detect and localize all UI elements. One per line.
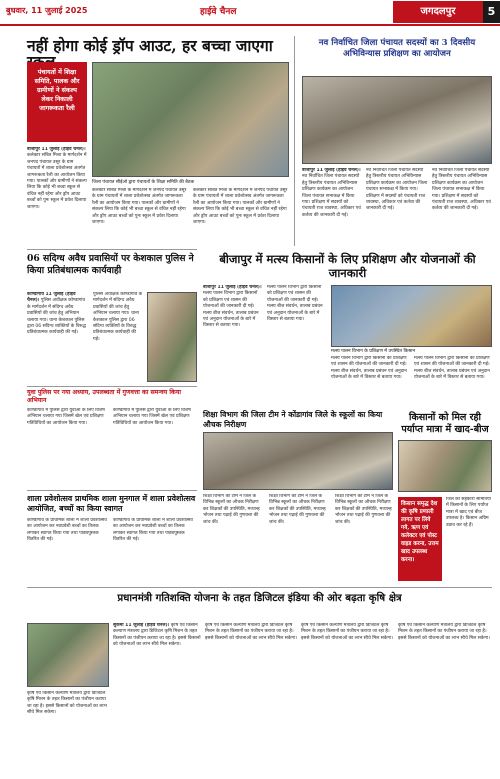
story3-body-col2: पुलिस अधीक्षक कोण्डागांव के मार्गदर्शन में संदिग्ध अवैध प्रवासियों की जांच हेतु अभियान चलाया गया। थाना केशकाल पुलिस द्वारा 06 संदिग्ध व्यक्तियों के विरुद्ध प्रतिबंधात्मक कार्यवाही की गई।: [93, 292, 143, 342]
story6-body-col3: शिक्षा विभाग की टीम ने जिले के विभिन्न स्कूलों का औचक निरीक्षण कर शिक्षकों की उपस्थिति, मध्यान्ह भोजन तथा पढ़ाई की गुणवत्ता की जांच की।: [335, 494, 392, 525]
section-rule: [27, 386, 197, 387]
story1-body-col2: कलेक्टर संबित मिश्रा के मार्गदर्शन में जनपद पंचायत उसूर के ग्राम पंचायतों में शाला प्रवेशोत्सव अंतर्गत जागरूकता रैली का आयोजन किया गया। पालकों और ग्रामीणों ने संकल्प लिया कि कोई भी बच्चा स्कूल से वंचित नहीं रहेगा और ड्रॉप आउट बच्चों को पुनः स्कूल में प्रवेश दिलाया जाएगा।: [92, 188, 187, 226]
section-rule: [27, 249, 197, 250]
story8-body-col1: कोण्डागांव के प्राथमिक शाला में शाला प्रवेशोत्सव का आयोजन कर नवप्रवेशी बच्चों का तिलक लगाकर स्वागत किया गया तथा पाठ्यपुस्तक वितरित की गई।: [27, 518, 107, 543]
story4-body-col3: मत्स्य पालन विभाग द्वारा किसानों को प्रशिक्षण एवं शासन की योजनाओं की जानकारी दी गई। मत्स्य बीज संवर्धन, तालाब प्रबंधन एवं अनुदान योजनाओं के बारे में विस्तार से बताया गया।: [331, 356, 407, 381]
story4-headline: बीजापुर में मत्स्य किसानों के लिए प्रशिक्षण और योजनाओं की जानकारी: [219, 252, 476, 280]
newspaper-name: हाईवे चैनल: [200, 7, 237, 17]
story9-body-col4: कृषि एवं किसान कल्याण मंत्रालय द्वारा डिजिटल कृषि मिशन के तहत किसानों का पंजीयन कराया जा रहा है। इससे किसानों को योजनाओं का लाभ सीधे मिल सकेगा।: [301, 623, 393, 641]
story9-headline: प्रधानमंत्री गतिशक्ति योजना के तहत डिजिटल इंडिया की ओर बढ़ता कृषि क्षेत्र: [117, 592, 402, 604]
story9-body-col3: कृषि एवं किसान कल्याण मंत्रालय द्वारा डिजिटल कृषि मिशन के तहत किसानों का पंजीयन कराया जा रहा है। इससे किसानों को योजनाओं का लाभ सीधे मिल सकेगा।: [205, 623, 297, 641]
story7-highlight-box: किसान समृद्ध देश की कृषि प्रणाली लागत पर लिये गये, ऋण एवं कलेक्टर एवं पोस्ट वाइड करना, उत्तम खाद उपलब्ध करना।: [398, 497, 442, 581]
page-number: 5: [483, 1, 500, 23]
story9-photo: [27, 623, 109, 687]
story2-photo: [302, 76, 492, 164]
story4-body: मत्स्य पालन विभाग द्वारा किसानों को प्रशिक्षण एवं शासन की योजनाओं की जानकारी दी गई। मत्स्य बीज संवर्धन, तालाब प्रबंधन एवं अनुदान योजनाओं के बारे में विस्तार से बताया गया।: [203, 291, 259, 329]
story6-headline: शिक्षा विभाग की जिला टीम ने कोंडागांव जिले के स्कूलों का किया औचक निरीक्षण: [203, 410, 383, 429]
section-rule: [27, 587, 492, 588]
story9-body-col1: कृषि एवं किसान कल्याण मंत्रालय द्वारा डिजिटल कृषि मिशन के तहत किसानों का पंजीयन कराया जा रहा है। इससे किसानों को योजनाओं का लाभ सीधे मिल सकेगा।: [27, 691, 107, 716]
story4-photo: [331, 285, 492, 347]
story3-body: पुलिस अधीक्षक कोण्डागांव के मार्गदर्शन में संदिग्ध अवैध प्रवासियों की जांच हेतु अभियान चलाया गया। थाना केशकाल पुलिस द्वारा 06 संदिग्ध व्यक्तियों के विरुद्ध प्रतिबंधात्मक कार्यवाही की गई।: [27, 298, 86, 336]
story5-headline: युवा पुलिस पर नया अध्याय, उपलब्धता में गुणवत्ता का समन्वय किया अभियान: [27, 389, 181, 404]
story4-dateline: बीजापुर 11 जुलाई (हाईवे चैनल)।: [203, 285, 262, 290]
story2-body: नव निर्वाचित जिला पंचायत सदस्यों हेतु त्रिस्तरीय पंचायत अभिविन्यास प्रशिक्षण कार्यक्रम का आयोजन जिला पंचायत सभाकक्ष में किया गया। प्रशिक्षण में सदस्यों को पंचायती राज व्यवस्था, अधिकार एवं कर्तव्य की जानकारी दी गई।: [302, 174, 361, 218]
story9-body-col5: कृषि एवं किसान कल्याण मंत्रालय द्वारा डिजिटल कृषि मिशन के तहत किसानों का पंजीयन कराया जा रहा है। इससे किसानों को योजनाओं का लाभ सीधे मिल सकेगा।: [398, 623, 490, 641]
story3-body-col1: [27, 292, 89, 382]
story3-headline: 06 सदिग्ध अवैध प्रवासियों पर केशकाल पुलिस ने किया प्रतिबंधात्मक कार्यवाही: [27, 253, 194, 276]
story3-photo: [147, 292, 197, 382]
story6-body-col2: शिक्षा विभाग की टीम ने जिले के विभिन्न स्कूलों का औचक निरीक्षण कर शिक्षकों की उपस्थिति, मध्यान्ह भोजन तथा पढ़ाई की गुणवत्ता की जांच की।: [269, 494, 326, 525]
story2-body-col2: नव निर्वाचित जिला पंचायत सदस्यों हेतु त्रिस्तरीय पंचायत अभिविन्यास प्रशिक्षण कार्यक्रम का आयोजन जिला पंचायत सभाकक्ष में किया गया। प्रशिक्षण में सदस्यों को पंचायती राज व्यवस्था, अधिकार एवं कर्तव्य की जानकारी दी गई।: [366, 168, 428, 212]
story2-body-col1: [302, 168, 362, 246]
story1-body-col1: [27, 147, 87, 247]
story7-headline: किसानों को मिल रही पर्याप्त मात्रा में खाद-बीज: [401, 412, 489, 435]
story2-headline: नव निर्वाचित जिला पंचायत सदस्यों का 3 दिवसीय अभिविन्यास प्रशिक्षण का आयोजन: [318, 38, 476, 59]
story9-body: कृषि एवं किसान कल्याण मंत्रालय द्वारा डिजिटल कृषि मिशन के तहत किसानों का पंजीयन कराया जा रहा है। इससे किसानों को योजनाओं का लाभ सीधे मिल सकेगा।: [113, 623, 201, 648]
story1-dateline: बीजापुर 11 जुलाई (हाईवे चैनल)।: [27, 147, 86, 152]
story1-body-col3: कलेक्टर संबित मिश्रा के मार्गदर्शन में जनपद पंचायत उसूर के ग्राम पंचायतों में शाला प्रवेशोत्सव अंतर्गत जागरूकता रैली का आयोजन किया गया। पालकों और ग्रामीणों ने संकल्प लिया कि कोई भी बच्चा स्कूल से वंचित नहीं रहेगा और ड्रॉप आउट बच्चों को पुनः स्कूल में प्रवेश दिलाया जाएगा।: [193, 188, 288, 226]
story2-body-col3: नव निर्वाचित जिला पंचायत सदस्यों हेतु त्रिस्तरीय पंचायत अभिविन्यास प्रशिक्षण कार्यक्रम का आयोजन जिला पंचायत सभाकक्ष में किया गया। प्रशिक्षण में सदस्यों को पंचायती राज व्यवस्था, अधिकार एवं कर्तव्य की जानकारी दी गई।: [432, 168, 491, 212]
story8-headline: शाला प्रवेशोत्सव प्राथमिक शाला मुनगाल में शाला प्रवेशोत्सव आयोजित, बच्चों का किया स्वागत: [27, 494, 196, 513]
story6-photo: [203, 432, 393, 490]
story7-body-col1: जिले की सहकारी समितियों में किसानों के लिए पर्याप्त मात्रा में खाद एवं बीज उपलब्ध है। किसान अग्रिम उठाव कर रहे हैं।: [446, 497, 491, 528]
story2-dateline: बीजापुर 11 जुलाई (हाईवे चैनल)।: [302, 168, 361, 173]
story5-body-col2: कोण्डागांव में पुलिस द्वारा युवाओं के लिए विशेष अभियान चलाया गया जिसमें खेल एवं प्रशिक्षण गतिविधियों का आयोजन किया गया।: [113, 408, 191, 426]
story4-body-col2: मत्स्य पालन विभाग द्वारा किसानों को प्रशिक्षण एवं शासन की योजनाओं की जानकारी दी गई। मत्स्य बीज संवर्धन, तालाब प्रबंधन एवं अनुदान योजनाओं के बारे में विस्तार से बताया गया।: [267, 285, 323, 323]
story1-headline: नहीं होगा कोई ड्रॉप आउट, हर बच्चा जाएगा: [27, 36, 273, 55]
story1-body: कलेक्टर संबित मिश्रा के मार्गदर्शन में जनपद पंचायत उसूर के ग्राम पंचायतों में शाला प्रवेशोत्सव अंतर्गत जागरूकता रैली का आयोजन किया गया। पालकों और ग्रामीणों ने संकल्प लिया कि कोई भी बच्चा स्कूल से वंचित नहीं रहेगा और ड्रॉप आउट बच्चों को पुनः स्कूल में प्रवेश दिलाया जाएगा।: [27, 153, 87, 210]
story9-dateline: सुकमा 11 जुलाई (हाईवे चैनल)।: [113, 623, 170, 628]
story1-kicker: पंचायतों में शिक्षा समिति, पालक और ग्रामीणों ने संकल्प लेकर निकाली जागरूकता रैली: [27, 62, 87, 142]
story1-photo: [92, 62, 289, 177]
story5-body-col1: कोण्डागांव में पुलिस द्वारा युवाओं के लिए विशेष अभियान चलाया गया जिसमें खेल एवं प्रशिक्षण गतिविधियों का आयोजन किया गया।: [27, 408, 105, 426]
story9-body-col2: [113, 623, 201, 777]
column-divider: [294, 36, 295, 246]
story4-photo-caption: मत्स्य पालन विभाग के प्रशिक्षण में उपस्थित किसान: [331, 349, 416, 354]
story4-body-col1: [203, 285, 263, 385]
issue-date: बुधवार, 11 जुलाई 2025: [6, 6, 88, 15]
story4-body-col4: मत्स्य पालन विभाग द्वारा किसानों को प्रशिक्षण एवं शासन की योजनाओं की जानकारी दी गई। मत्स्य बीज संवर्धन, तालाब प्रबंधन एवं अनुदान योजनाओं के बारे में विस्तार से बताया गया।: [414, 356, 490, 381]
section-rule: [27, 490, 197, 491]
story6-body-col1: शिक्षा विभाग की टीम ने जिले के विभिन्न स्कूलों का औचक निरीक्षण कर शिक्षकों की उपस्थिति, मध्यान्ह भोजन तथा पढ़ाई की गुणवत्ता की जांच की।: [203, 494, 260, 525]
story1-photo-caption: जिला पंचायत सीईओ द्वारा पंचायतों के शिक्षा समिति की बैठक: [92, 180, 195, 185]
story8-body-col2: कोण्डागांव के प्राथमिक शाला में शाला प्रवेशोत्सव का आयोजन कर नवप्रवेशी बच्चों का तिलक लगाकर स्वागत किया गया तथा पाठ्यपुस्तक वितरित की गई।: [113, 518, 193, 543]
story7-photo: [398, 440, 492, 492]
story3-dateline: कोण्डागांव 11 जुलाई (हाईवे चैनल)।: [27, 292, 76, 304]
city-banner: जगदलपुर: [393, 1, 483, 23]
